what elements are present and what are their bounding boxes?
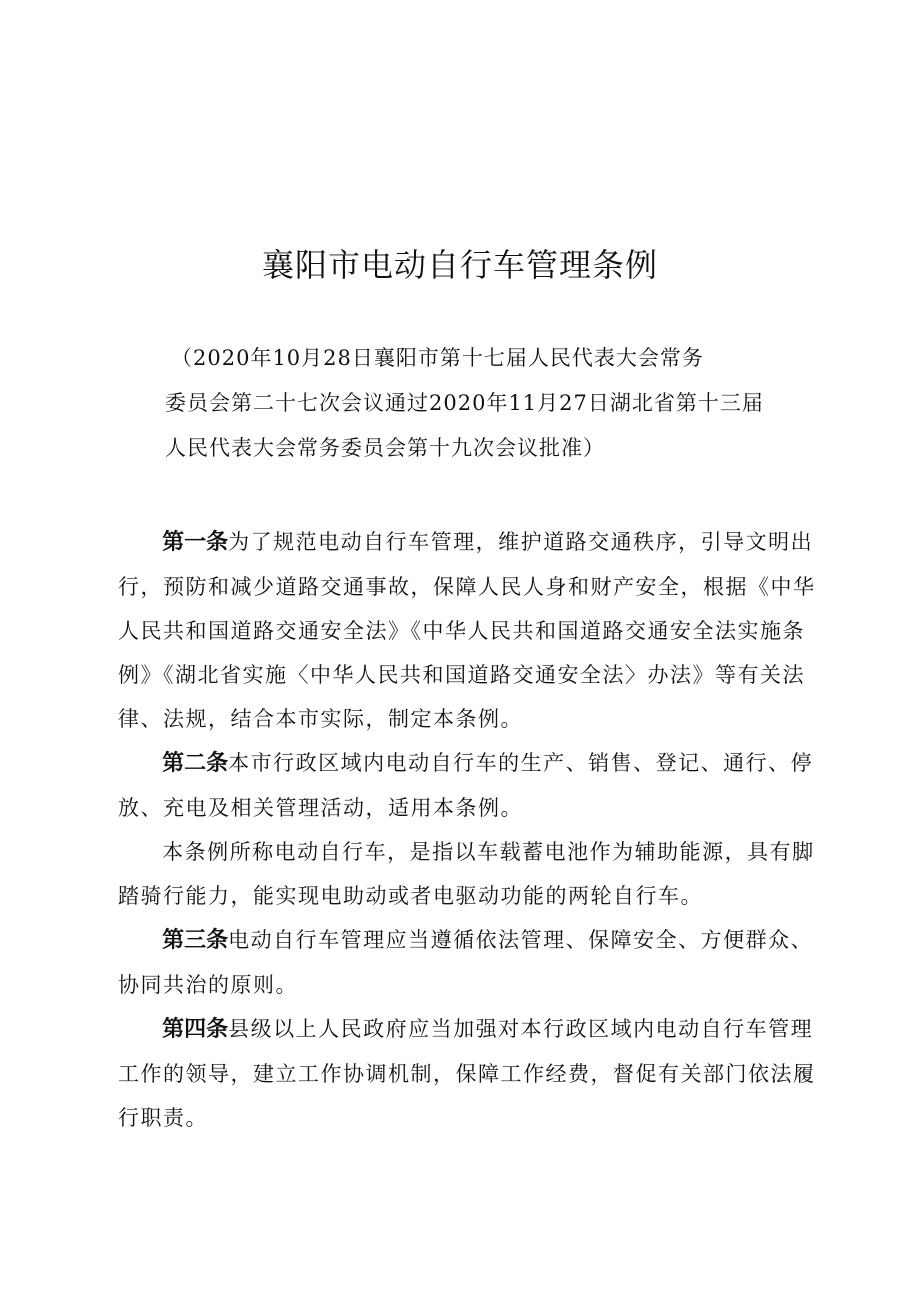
adoption-note-line: 委员会第二十七次会议通过2020年11月27日湖北省第十三届 bbox=[165, 391, 764, 415]
adoption-note-line: （2020年10月28日襄阳市第十七届人民代表大会常务 bbox=[171, 346, 704, 370]
article-text: 电动自行车管理应当遵循依法管理、保障安全、方便群众、协同共治的原则。 bbox=[118, 928, 814, 997]
article-1 bbox=[118, 520, 818, 741]
article-heading: 第二条 bbox=[162, 751, 229, 776]
article-text: 本市行政区域内电动自行车的生产、销售、登记、通行、停放、充电及相关管理活动，适用本条例。 bbox=[118, 751, 814, 820]
adoption-note bbox=[165, 336, 815, 471]
article-2 bbox=[118, 741, 818, 830]
article-heading: 第四条 bbox=[162, 1017, 229, 1042]
adoption-note-line: 人民代表大会常务委员会第十九次会议批准） bbox=[165, 436, 605, 460]
document-title: 襄阳市电动自行车管理条例 bbox=[261, 246, 658, 284]
article-4 bbox=[118, 1007, 818, 1140]
article-heading: 第三条 bbox=[162, 928, 229, 953]
article-text: 为了规范电动自行车管理，维护道路交通秩序，引导文明出行，预防和减少道路交通事故，保障人民人身和财产安全，根据《中华人民共和国道路交通安全法》《中华人民共和国道路交通安全法实施条例》《湖北省实施〈中华人民共和国道路交通安全法〉办法》等有关法律、法规，结合本市实际，制定本条例。 bbox=[118, 530, 816, 731]
article-text: 县级以上人民政府应当加强对本行政区域内电动自行车管理工作的领导，建立工作协调机制，保障工作经费，督促有关部门依法履行职责。 bbox=[118, 1017, 816, 1130]
article-heading: 第一条 bbox=[162, 530, 229, 555]
article-2-definition bbox=[118, 830, 818, 918]
document-body bbox=[118, 520, 818, 1140]
article-3 bbox=[118, 918, 818, 1007]
article-text: 本条例所称电动自行车，是指以车载蓄电池作为辅助能源，具有脚踏骑行能力，能实现电助动或者电驱动功能的两轮自行车。 bbox=[118, 840, 815, 908]
